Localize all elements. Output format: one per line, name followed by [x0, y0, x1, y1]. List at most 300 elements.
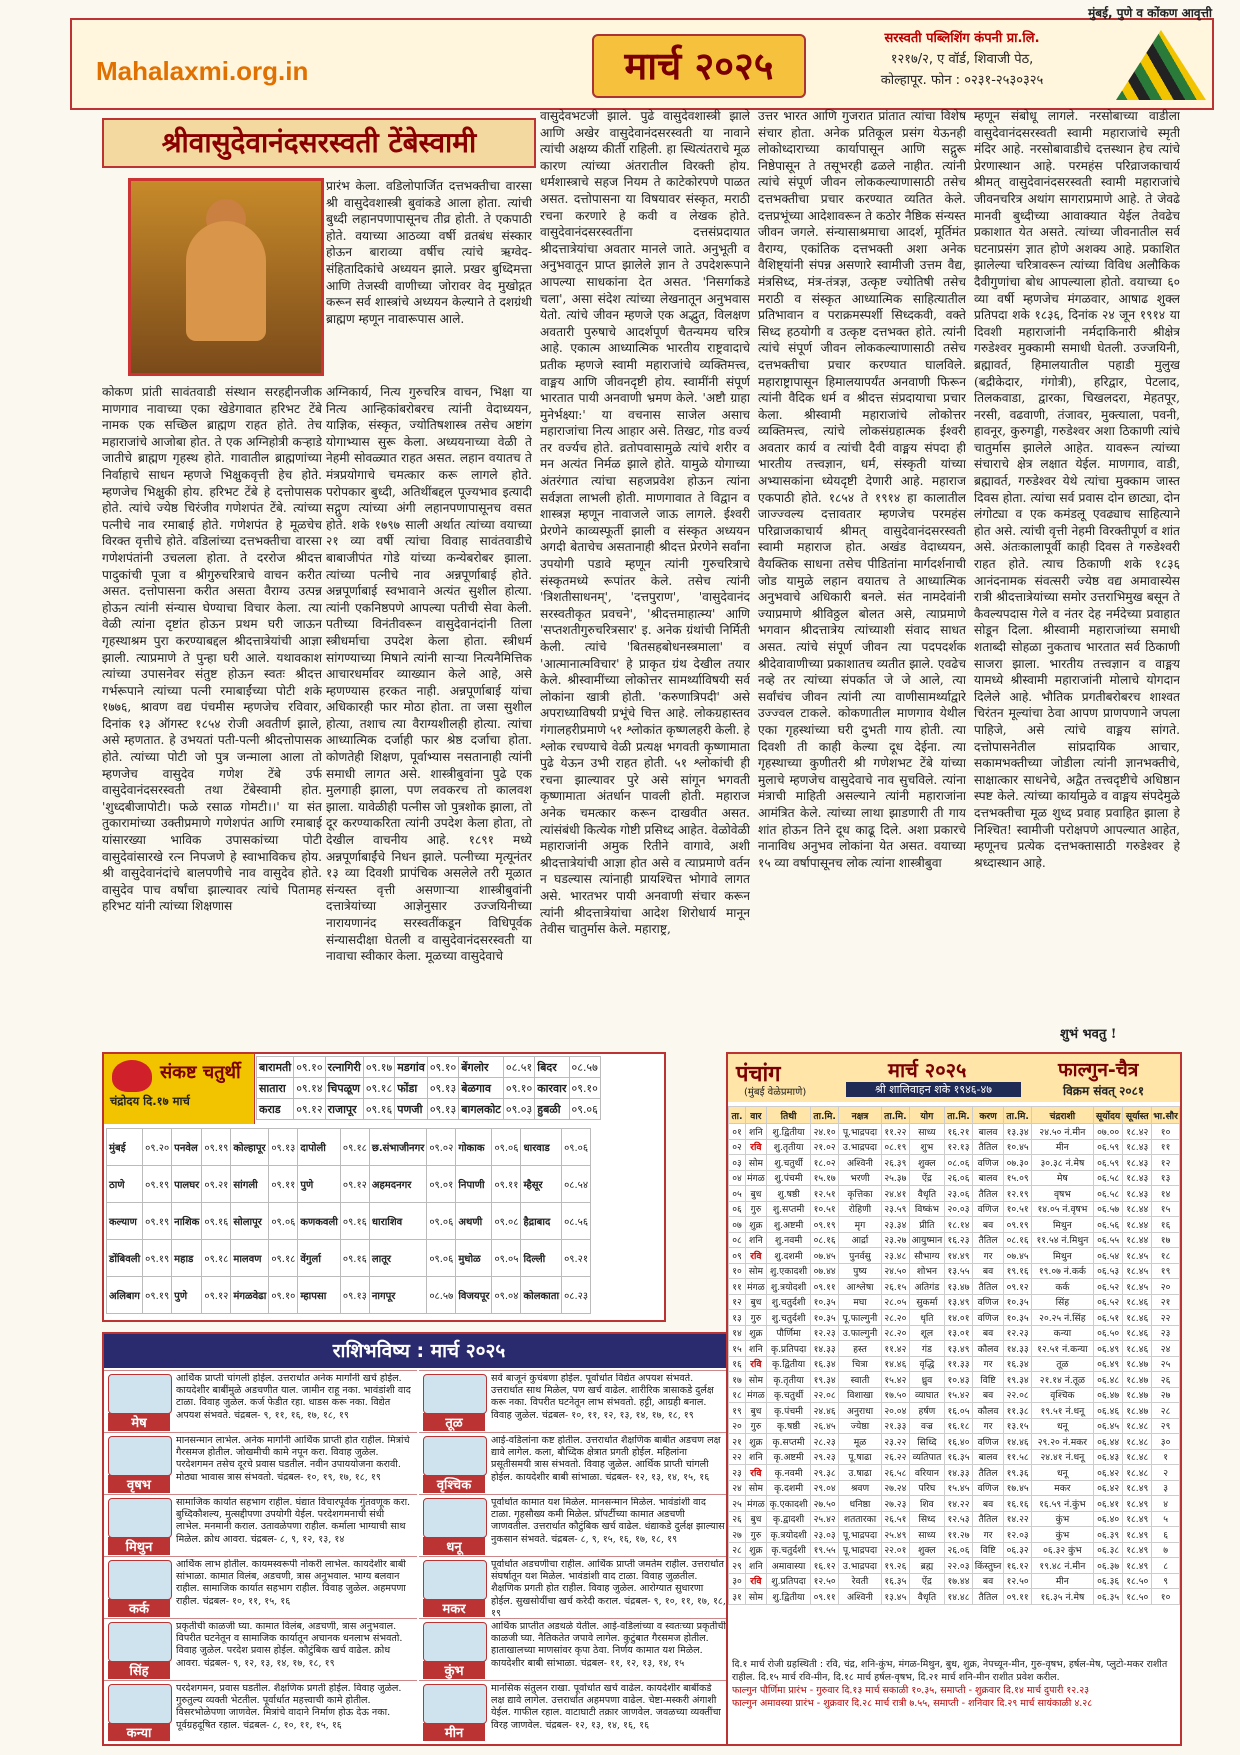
sankasht-city: नागपूर [369, 1277, 426, 1314]
panchang-header [728, 1054, 1180, 1102]
panchang-row [729, 1201, 1180, 1217]
sankasht-top-city: सातारा [257, 1078, 294, 1099]
panchang-cell: २० [729, 1418, 746, 1434]
sankasht-time: ०९.०६ [269, 1203, 298, 1240]
sankasht-top-time: ०९.०६ [569, 1099, 600, 1120]
region-label: मुंबई, पुणे व कोंकण आवृत्ती [1088, 6, 1212, 20]
panchang-cell: १०.४५ [1004, 1139, 1032, 1155]
panchang-cell: मंगळ [745, 1170, 766, 1186]
rashi-text: सामाजिक कार्यात सहभाग राहील. घंद्यात विचारपूर्वक गुंतवणूक करा. बुध्दिकौशल्य, मुत्सद्दीपणा उपयोगी येईल. परदेशगमनाची संधी लाभेल. मनमानी कराल. उतावळेपणा राहील. कर्माला भाग्याची साथ मिळेल. क्रोध आवरा. चंद्रबल- ८, ९, १२, १३, १४ [176, 1497, 411, 1545]
panchang-cell: गुरु [745, 1310, 766, 1326]
panchang-cell: ०६.५४ [1093, 1248, 1122, 1264]
panchang-cell: १८.४६ [1123, 1310, 1152, 1326]
rashi-name: कुंभ [423, 1661, 485, 1679]
panchang-row [729, 1263, 1180, 1279]
panchang-cell: हर्षण [909, 1403, 945, 1419]
panchang-cell: वणिज [972, 1310, 1004, 1326]
panchang-cell: गर [972, 1418, 1004, 1434]
panchang-cell: १८.४७ [1123, 1403, 1152, 1419]
panchang-cell: वणिज [972, 1155, 1004, 1171]
rashi-text: प्रकृतीची काळजी घ्या. कामात विलंब, अडचणी, त्रास अनुभवाल. विपरीत घटनेतून व सामाजिक कार्यातून अचानक धनलाभ संभवतो. विवाह जुळेल. परदेश प्रवास होईल. कौटुंबिक खर्च वाढेल. क्रोध आवरा. चंद्रबल- ९, १२, १३, १४, १७, १८, १९ [176, 1621, 403, 1669]
panchang-cell: शनि [745, 1341, 766, 1357]
panchang-cell: २८.२३ [811, 1434, 839, 1450]
panchang-cell: १२.५० [811, 1573, 839, 1589]
panchang-cell: १०.३५ [811, 1310, 839, 1326]
panchang-cell: गुरु [745, 1527, 766, 1543]
panchang-cell: शु.दशमी [766, 1248, 811, 1264]
panchang-cell: १८.४९ [1123, 1527, 1152, 1543]
panchang-cell: वणिज [972, 1434, 1004, 1450]
sankasht-top-time: ०९.१० [569, 1078, 600, 1099]
panchang-cell: ०६.५६ [1093, 1217, 1122, 1233]
panchang-cell: शुक्ल [909, 1542, 945, 1558]
panchang-col-header: भा.सौर [1152, 1107, 1180, 1124]
panchang-cell: व्यतिपात [909, 1449, 945, 1465]
panchang-cell: १६ [1152, 1217, 1180, 1233]
panchang-cell: २४.१० [811, 1124, 839, 1140]
panchang-cell: २६.४५ [811, 1418, 839, 1434]
panchang-cell: २ [1152, 1465, 1180, 1481]
zodiac-icon [108, 1498, 172, 1538]
panchang-cell: कृ.द्वितीया [766, 1356, 811, 1372]
panchang-cell: २७.२३ [882, 1496, 910, 1512]
sankasht-top-row [257, 1099, 601, 1120]
panchang-cell: १४.३३ [945, 1465, 973, 1481]
panchang-cell: १०.५१ [1004, 1201, 1032, 1217]
panchang-cell: २२ [1152, 1310, 1180, 1326]
panchang-cell: १२.०३ [1004, 1527, 1032, 1543]
sankasht-top-time: ०९.१३ [427, 1099, 458, 1120]
panchang-row [729, 1325, 1180, 1341]
sankasht-time: ०९.११ [492, 1166, 521, 1203]
panchang-cell: मकर [1031, 1480, 1093, 1496]
panchang-table [728, 1106, 1180, 1605]
panchang-cell: १८.४६ [1123, 1341, 1152, 1357]
sankasht-city: गोकाक [456, 1129, 492, 1166]
panchang-cell: गर [972, 1248, 1004, 1264]
panchang-cell: शु.नवमी [766, 1232, 811, 1248]
sankasht-city: सांगली [231, 1166, 269, 1203]
panchang-cell: तैतिल [972, 1465, 1004, 1481]
panchang-cell: ११.२२ [882, 1124, 910, 1140]
sankasht-top-city: कराड [257, 1099, 294, 1120]
panchang-cell: शु.एकादशी [766, 1263, 811, 1279]
panchang-cell: ज्येष्ठा [838, 1418, 881, 1434]
sankasht-time: ०९.१३ [340, 1277, 369, 1314]
panchang-cell: ११.२७ [945, 1527, 973, 1543]
panchang-cell: १३.१५ [1004, 1418, 1032, 1434]
panchang-cell: २४.५० नं.मीन [1031, 1124, 1093, 1140]
panchang-cell: १८.४२ [1123, 1124, 1152, 1140]
panchang-cell: ०६.४९ [1093, 1356, 1122, 1372]
panchang-cell: ०९.१९ [1004, 1217, 1032, 1233]
rashi-text: मानसन्मान लाभेल. अनेक मार्गांनी आर्थिक प्राप्ती होत राहील. मित्रांचे गैरसमज होतील. जोखमीची कामे नपून करा. विवाह जुळेल. परदेशगमन तसेच दूरचे प्रवास घडतील. नवीन उपाययोजना करावी. मोठ्या भावास त्रास संभवतो. चंद्रबल- १०, १९, १७, १८, १९ [176, 1435, 410, 1483]
panchang-cell: १८.४९ [1123, 1558, 1152, 1574]
panchang-lunar: फाल्गुन-चैत्र [1058, 1059, 1139, 1081]
panchang-cell: ०६.३२ कुंभ [1031, 1542, 1093, 1558]
panchang-cell: १८.४३ [1123, 1139, 1152, 1155]
panchang-cell: ०६.५९ [1093, 1155, 1122, 1171]
panchang-cell: २४.४६ [811, 1403, 839, 1419]
panchang-cell: २४ [729, 1480, 746, 1496]
panchang-cell: १६.२१ [945, 1124, 973, 1140]
panchang-cell: १०.४३ [945, 1372, 973, 1388]
panchang-cell: २४.४१ [882, 1186, 910, 1202]
sankasht-time: ०९.१६ [340, 1203, 369, 1240]
sankasht-city: मालवण [231, 1240, 269, 1277]
header [70, 6, 1214, 110]
sankasht-city: महाड [172, 1240, 202, 1277]
rashi-6 [104, 1680, 417, 1743]
panchang-cell: १३.५५ [945, 1263, 973, 1279]
panchang-cell: १७.४५ [1004, 1480, 1032, 1496]
panchang-cell: १३.०१ [945, 1325, 973, 1341]
panchang-cell: १८.४४ [1123, 1217, 1152, 1233]
panchang-cell: तैतिल [972, 1186, 1004, 1202]
panchang-row [729, 1186, 1180, 1202]
panchang-cell: ०९.११ [811, 1589, 839, 1605]
panchang-cell: १२.५१ नं.कन्या [1031, 1341, 1093, 1357]
panchang-cell: सिध्द [909, 1511, 945, 1527]
sankasht-city: कोलकाता [521, 1277, 562, 1314]
panchang-cell: १८.५० [1123, 1589, 1152, 1605]
panchang-cell: रवि [745, 1465, 766, 1481]
panchang-samvat: विक्रम संवत् २०८१ [1063, 1084, 1145, 1098]
panchang-cell: वैधृति [909, 1589, 945, 1605]
panchang-cell: ०२ [729, 1139, 746, 1155]
panchang-cell: बुध [745, 1186, 766, 1202]
panchang-cell: अनुराधा [838, 1403, 881, 1419]
panchang-cell: ०३ [729, 1155, 746, 1171]
panchang-cell: बव [972, 1573, 1004, 1589]
panchang-cell: श्रवण [838, 1480, 881, 1496]
panchang-cell: ०६.४४ [1093, 1434, 1122, 1450]
panchang-row [729, 1496, 1180, 1512]
panchang-cell: ०६.५७ [1093, 1201, 1122, 1217]
panchang-cell: ०६.४१ [1093, 1496, 1122, 1512]
sankasht-time: ०९.१० [269, 1277, 298, 1314]
panchang-cell: सिंह [1031, 1294, 1093, 1310]
panchang-cell: बव [972, 1217, 1004, 1233]
panchang-cell: मिथुन [1031, 1248, 1093, 1264]
panchang-cell: शोभन [909, 1263, 945, 1279]
panchang-cell: २५.३७ [882, 1170, 910, 1186]
sankasht-row [107, 1277, 591, 1314]
panchang-cell: मंगळ [745, 1279, 766, 1295]
panchang-cell: १८.४८ [1123, 1449, 1152, 1465]
panchang-cell: विष्टि [972, 1372, 1004, 1388]
panchang-cell: बव [972, 1496, 1004, 1512]
panchang-cell: ०६.५३ [1093, 1263, 1122, 1279]
panchang-cell: ०९ [729, 1248, 746, 1264]
panchang-cell: शु.चतुर्दशी [766, 1310, 811, 1326]
panchang-cell: वज्र [909, 1418, 945, 1434]
panchang-cell: १८.४९ [1123, 1511, 1152, 1527]
sankasht-top-city: मडगांव [395, 1057, 428, 1078]
panchang-cell: शु.अष्टमी [766, 1217, 811, 1233]
panchang-cell: १०.३५ [811, 1294, 839, 1310]
panchang-cell: २९.२३ [811, 1449, 839, 1465]
panchang-cell: बव [972, 1263, 1004, 1279]
panchang-cell: २५.४९ [882, 1527, 910, 1543]
panchang-cell: २५.४२ [811, 1511, 839, 1527]
sankasht-city: वेंगुर्ला [298, 1240, 341, 1277]
panchang-row [729, 1527, 1180, 1543]
month-title: मार्च २०२५ [592, 34, 806, 98]
panchang-cell: २९.२० नं.मकर [1031, 1434, 1093, 1450]
panchang-cell: ०६.३८ [1093, 1542, 1122, 1558]
sankasht-time: ०९.०६ [562, 1129, 591, 1166]
panchang-cell: १२.२३ [1004, 1325, 1032, 1341]
zodiac-icon [423, 1436, 487, 1476]
panchang-cell: १९.५१ नं.धनू [1031, 1403, 1093, 1419]
panchang-cell: अश्विनी [838, 1155, 881, 1171]
panchang-cell: ०६.५९ [1093, 1139, 1122, 1155]
panchang-cell: २६.०६ [945, 1170, 973, 1186]
sankasht-time: ०९.१८ [269, 1240, 298, 1277]
sankasht-top-city: बेंगलोर [459, 1057, 504, 1078]
rashi-3 [104, 1494, 417, 1557]
panchang-cell: १४ [1152, 1186, 1180, 1202]
panchang-row [729, 1434, 1180, 1450]
panchang-cell: १३.३४ [1004, 1124, 1032, 1140]
article-col1-top: प्रारंभ केला. वडिलोपार्जित दत्तभक्तीचा वारसा श्री वासुदेवशास्त्री बुवांकडे आला होता. त्यांची बुध्दी लहानपणापासूनच तीव्र होती. ते एकपाठी होते. वयाच्या आठव्या वर्षी व्रतबंध संस्कार होऊन बाराव्या वर्षीच त्यांचे ऋग्वेद-संहितादिकांचे अध्ययन झाले. प्रखर बुध्दिमत्ता आणि तेजस्वी वाणीच्या जोरावर वेद मुखोद्गत करून सर्व शास्त्रांचे अध्ययन केल्याने ते दशग्रंथी ब्राह्मण म्हणून नावारूपास आले. [326, 179, 532, 326]
panchang-cell: ०४ [729, 1170, 746, 1186]
sankasht-top-time: ०८.५१ [503, 1057, 534, 1078]
panchang-panel [726, 1052, 1182, 1746]
panchang-cell: २९ [729, 1558, 746, 1574]
panchang-cell: तैतिल [972, 1589, 1004, 1605]
panchang-cell: १४.४९ [945, 1248, 973, 1264]
article-title: श्रीवासुदेवानंदसरस्वती टेंबेस्वामी [102, 118, 536, 168]
sankasht-top-city: राजापूर [325, 1099, 363, 1120]
sankasht-time: ०८.२३ [562, 1277, 591, 1314]
panchang-cell: ९ [1152, 1573, 1180, 1589]
panchang-col-header: सूर्यास्त [1123, 1107, 1152, 1124]
panchang-cell: ०६.३९ [1093, 1527, 1122, 1543]
panchang-cell: २६.३९ [882, 1155, 910, 1171]
panchang-cell: कुंभ [1031, 1527, 1093, 1543]
panchang-cell: वणिज [972, 1480, 1004, 1496]
rashi-name: मीन [423, 1723, 485, 1741]
sankasht-city: हैद्राबाद [521, 1203, 562, 1240]
panchang-cell: धनिष्ठा [838, 1496, 881, 1512]
panchang-cell: १८.१४ [945, 1217, 973, 1233]
panchang-cell: उ.षाढा [838, 1465, 881, 1481]
sankasht-top-time: ०९.१२ [294, 1099, 325, 1120]
panchang-cell: १७.५० [882, 1387, 910, 1403]
panchang-cell: २६.५८ [882, 1465, 910, 1481]
panchang-cell: शुक्र [745, 1542, 766, 1558]
panchang-cell: कृ.षष्ठी [766, 1418, 811, 1434]
panchang-cell: १८.४८ [1123, 1465, 1152, 1481]
panchang-cell: मंगळ [745, 1387, 766, 1403]
panchang-cell: ०६.४३ [1093, 1449, 1122, 1465]
panchang-cell: ०८.१९ [882, 1139, 910, 1155]
sankasht-top-time: ०९.१० [503, 1078, 534, 1099]
panchang-cell: २३.४८ [882, 1248, 910, 1264]
panchang-cell: शुभ [909, 1139, 945, 1155]
panchang-row [729, 1449, 1180, 1465]
panchang-cell: विशाखा [838, 1387, 881, 1403]
panchang-col-header: नक्षत्र [838, 1107, 881, 1124]
panchang-cell: २६ [1152, 1372, 1180, 1388]
panchang-cell: २८.२० [882, 1325, 910, 1341]
panchang-cell: अतिगंड [909, 1279, 945, 1295]
panchang-cell: आर्द्रा [838, 1232, 881, 1248]
panchang-cell: १३ [1152, 1170, 1180, 1186]
panchang-cell: वृश्चिक [1031, 1387, 1093, 1403]
panchang-cell: ११.५४ नं.मिथुन [1031, 1232, 1093, 1248]
sankasht-top-time: ०९.१० [294, 1057, 325, 1078]
panchang-cell: पौर्णिमा [766, 1325, 811, 1341]
panchang-cell: बव [972, 1325, 1004, 1341]
logo-triangle-icon [1116, 30, 1206, 100]
panchang-cell: शु.सप्तमी [766, 1201, 811, 1217]
sankasht-title: संकष्ट चतुर्थी [160, 1062, 241, 1083]
sankasht-city: अथणी [456, 1203, 492, 1240]
panchang-cell: १८.४७ [1123, 1372, 1152, 1388]
panchang-cell: ०७.४५ [1004, 1248, 1032, 1264]
panchang-cell: १९.३४ [811, 1372, 839, 1388]
sankasht-panel [102, 1052, 666, 1322]
sankasht-city: पालघर [172, 1166, 202, 1203]
panchang-cell: सुकर्मा [909, 1294, 945, 1310]
panchang-cell: १५.४५ [945, 1480, 973, 1496]
sankasht-city: मुंबई [107, 1129, 143, 1166]
panchang-cell: शु.द्वितीया [766, 1124, 811, 1140]
sankasht-city: मंगळवेढा [231, 1277, 269, 1314]
panchang-cell: १६.३५ नं.मेष [1031, 1589, 1093, 1605]
panchang-cell: उ.भाद्रपदा [838, 1139, 881, 1155]
sankasht-time: ०९.०६ [427, 1203, 456, 1240]
saint-photo [128, 178, 324, 376]
panchang-cell: ०६.५० [1093, 1325, 1122, 1341]
article-col4: म्हणून संबोधू लागले. नरसोबाच्या वाडीला वासुदेवानंदसरस्वती स्वामी महाराजांचे स्मृती मंदिर आहे. नरसोबावाडीचे दत्तस्थान हेच त्यांचे प्रेरणास्थान आहे. परमहंस परिव्राजकाचार्य श्रीमत् वासुदेवानंदसरस्वती स्वामी महाराजांचे जीवनचरित्र अथांग सागराप्रमाणे आहे. ते जेवढे मानवी बुध्दीच्या आवाक्यात येईल तेवढेच प्रकाशात येत असते. त्यांच्या जीवनातील सर्व घटनाप्रसंग ज्ञात होणे अशक्य आहे. प्रकाशित झालेल्या चरित्रावरून त्यांच्या विविध अलौकिक दैवीगुणांचा बोध आपल्याला होतो. वयाच्या ६० व्या वर्षी म्हणजेच मंगळवार, आषाढ शुक्ल प्रतिपदा शके १८३६, दिनांक २४ जून १९१४ या दिवशी महाराजांनी नर्मदाकिनारी श्रीक्षेत्र गरुडेश्वर मुक्कामी समाधी घेतली. उज्जयिनी, ब्रह्मावर्त, हिमालयातील पहाडी मुलुख (बद्रीकेदार, गंगोत्री), हरिद्वार, पेटलाद, तिलकवाडा, द्वारका, चिखलदरा, मेहतपूर, नरसी, वढवाणी, तंजावर, मुक्त्याला, पवनी, हावनूर, कुरुगड्डी, गरुडेश्वर अशा ठिकाणी त्यांचे चातुर्मास झालेले आहेत. यावरून त्यांच्या संचाराचे क्षेत्र लक्षात येईल. माणगाव, वाडी, ब्रह्मावर्त, गरुडेश्वर येथे त्यांचा मुक्काम जास्त दिवस होता. त्यांचा सर्व प्रवास दोन छाट्या, दोन लंगोट्या व एक कमंडलू एवढ्याच साहित्याने होत असे. त्यांची वृत्ती नेहमी विरक्तीपूर्ण व शांत असे. अंतःकालापूर्वी काही दिवस ते गरुडेश्वरी राहत होते. त्याच ठिकाणी शके १८३६ आनंदनामक संवत्सरी ज्येष्ठ वद्य अमावास्येस रात्री श्रीदत्तात्रेयांच्या समोर उत्तराभिमुख बसून ते कैवल्यपदास गेले व नंतर देह नर्मदेच्या प्रवाहात सोडून दिला. श्रीस्वामी महाराजांच्या समाधी शताब्दी सोहळा नुकताच भारतात सर्व ठिकाणी साजरा झाला. भारतीय तत्त्वज्ञान व वाङ्मय यामध्ये श्रीस्वामी महाराजांनी मोलाचे योगदान दिलेले आहे. भौतिक प्रगतीबरोबरच शाश्वत चिरंतन मूल्यांचा ठेवा आपण प्राणपणाने जपला पाहिजे, असे त्यांचे वाङ्मय सांगते. दत्तोपासनेतील सांप्रदायिक आचार, सकामभक्तीच्या जोडीला त्यांनी ज्ञानभक्तीचे, साक्षात्कार साधनेचे, अद्वैत तत्त्वदृष्टीचे अधिष्ठान स्पष्ट केले. त्यांच्या कार्यामुळे व वाङ्मय संपदेमुळे दत्तभक्तीचा मूळ शुध्द प्रवाह प्रवाहित झाला हे निश्चित! स्वामीजी परोक्षपणे आपल्यात आहेत, म्हणूनच प्रत्येक दत्तभक्तासाठी गरुडेश्वर हे श्रध्दास्थान आहे. [974, 109, 1180, 870]
panchang-col-header: सूर्योदय [1093, 1107, 1122, 1124]
panchang-cell: रवि [745, 1248, 766, 1264]
panchang-cell: तैतिल [972, 1511, 1004, 1527]
panchang-cell: २१.३३ [882, 1418, 910, 1434]
sankasht-time: ०९.२१ [562, 1240, 591, 1277]
sankasht-top-row [257, 1078, 601, 1099]
panchang-cell: १६.१२ [1004, 1558, 1032, 1574]
panchang-cell: १६.३४ [1004, 1356, 1032, 1372]
panchang-cell: ३१ [729, 1589, 746, 1605]
panchang-cell: कृ.प्रतिपदा [766, 1341, 811, 1357]
panchang-cell: १० [729, 1263, 746, 1279]
panchang-cell: १ [1152, 1449, 1180, 1465]
sankasht-time: ०९.०४ [492, 1277, 521, 1314]
panchang-cell: शनि [745, 1558, 766, 1574]
sankasht-top-time: ०९.१० [427, 1057, 458, 1078]
panchang-cell: शु.तृतीया [766, 1139, 811, 1155]
panchang-cell: अमावास्या [766, 1558, 811, 1574]
panchang-col-header: ता.मि. [945, 1107, 973, 1124]
rashi-text: मानसिक संतुलन राखा. पूर्वार्धात खर्च वाढेल. कायदेशीर बाबींकडे लक्ष द्यावे लागेल. उत्तरार्धात अहमपणा वाढेल. चेष्टा-मस्करी अंगाशी येईल. गाफील रहाल. वाटाघाटी तक्रार जाणवेल. जवळच्या व्यक्तींचा विरह जाणवेल. चंद्रबल- १२, १३, १४, १६, १६ [491, 1683, 721, 1731]
sankasht-top-city: हुबळी [535, 1099, 569, 1120]
panchang-cell: १५ [729, 1341, 746, 1357]
panchang-cell: २३ [729, 1465, 746, 1481]
sankasht-time: ०९.१८ [202, 1240, 231, 1277]
panchang-cell: साध्य [909, 1527, 945, 1543]
panchang-cell: रोहिणी [838, 1201, 881, 1217]
panchang-cell: आश्लेषा [838, 1279, 881, 1295]
panchang-cell: १२ [729, 1294, 746, 1310]
panchang-cell: १० [1152, 1124, 1180, 1140]
article-closing: शुभं भवतु ! [1060, 1027, 1117, 1042]
panchang-cell: ०६.५२ [1093, 1279, 1122, 1295]
sankasht-top-city: कारवार [535, 1078, 569, 1099]
panchang-cell: ऐंद्र [909, 1573, 945, 1589]
panchang-cell: २६.२२ [882, 1449, 910, 1465]
rashi-9 [419, 1494, 732, 1557]
panchang-row [729, 1232, 1180, 1248]
panchang-cell: २३.३४ [882, 1217, 910, 1233]
sankasht-top-time: ०८.५७ [569, 1057, 600, 1078]
sankasht-city: दापोली [298, 1129, 341, 1166]
panchang-cell: २१ [1152, 1294, 1180, 1310]
panchang-cell: ०९.१२ [1004, 1279, 1032, 1295]
panchang-cell: १६.१२ [811, 1558, 839, 1574]
panchang-cell: ०८.१६ [1004, 1232, 1032, 1248]
rashi-4 [104, 1556, 417, 1619]
panchang-cell: १०.३५ [1004, 1310, 1032, 1326]
panchang-cell: शु.द्वितीया [766, 1589, 811, 1605]
panchang-cell: धृति [909, 1310, 945, 1326]
panchang-cell: १८.४४ [1123, 1201, 1152, 1217]
panchang-cell: शूल [909, 1325, 945, 1341]
panchang-cell: ०६.४८ [1093, 1372, 1122, 1388]
panchang-cell: वरियान [909, 1465, 945, 1481]
rashi-name: सिंह [108, 1661, 170, 1679]
panchang-cell: १९.०७ नं.कर्क [1031, 1263, 1093, 1279]
panchang-cell: १२.२३ [811, 1325, 839, 1341]
panchang-cell: परिघ [909, 1480, 945, 1496]
sankasht-city: पुणे [298, 1166, 341, 1203]
panchang-footer [732, 1658, 1176, 1710]
sankasht-city: छ.संभाजीनगर [369, 1129, 426, 1166]
panchang-cell: १८.४८ [1123, 1434, 1152, 1450]
panchang-cell: १६.०५ [945, 1403, 973, 1419]
article-col3: उत्तर भारत आणि गुजरात प्रांतात त्यांचा विशेष संचार होता. अनेक प्रतिकूल प्रसंग येऊनही लोकोध्दाराच्या कार्यापासून आणि सद्गुरू निष्ठेपासून ते तसूभरही ढळले नाहीत. त्यांनी त्यांचे संपूर्ण जीवन लोककल्याणासाठी तसेच दत्तभक्तीचा प्रचार करण्यात व्यतित केले. दत्तप्रभूंच्या आदेशावरून ते कठोर नैष्ठिक संन्यस्त जीवन जगले. संन्यासाश्रमाचा आदर्श, मूर्तिमंत वैराग्य, एकांतिक दत्तभक्ती अशा अनेक वैशिष्ट्यांनी संपन्न असणारे स्वामीजी उत्तम वैद्य, मंत्रसिध्द, मंत्र-तंत्रज्ञ, उत्कृष्ट ज्योतिषी तसेच मराठी व संस्कृत आध्यात्मिक साहित्यातील प्रतिभावान व पराक्रमस्पर्शी सिध्दकवी, वक्ते सिध्द हठयोगी व उत्कृष्ट दत्तभक्त होते. त्यांनी त्यांचे संपूर्ण जीवन लोककल्याणासाठी तसेच दत्तभक्तीचा प्रचार करण्यात घालविले. महाराष्ट्रापासून हिमालयापर्यंत अनवाणी फिरून त्यांनी वैदिक धर्म व श्रीदत्त संप्रदायाचा प्रचार केला. श्रीस्वामी महाराजांचे लोकोत्तर व्यक्तिमत्त्व, त्यांचे लोकसंग्रहात्मक ईश्वरी अवतार कार्य व त्यांची दैवी वाङ्मय संपदा ही भारतीय तत्त्वज्ञान, धर्म, संस्कृती यांच्या अभ्यासकांना ध्येयदृष्टी देणारी आहे. महाराज एकपाठी होते. १८५४ ते १९१४ हा कालातील जाज्ज्वल्य दत्तावतार म्हणजेच परमहंस परिव्राजकाचार्य श्रीमत् वासुदेवानंदसरस्वती स्वामी महाराज होत. अखंड वेदाध्ययन, वैयक्तिक साधना तसेच पीडितांना मार्गदर्शनाची जोड यामुळे लहान वयातच ते आध्यात्मिक अनुभवाचे अधिकारी बनले. संत नामदेवांनी ज्याप्रमाणे श्रीविठ्ठल बोलत असे, त्याप्रमाणे भगवान श्रीदत्तात्रेय त्यांच्याशी संवाद साधत असत. त्यांचे संपूर्ण जीवन त्या पदपदर्शक श्रीदेवावाणीच्या प्रकाशातच व्यतीत झाले. एवढेच नव्हे तर त्यांच्या संपर्कात जे जे आले, त्या सर्वांचंच जीवन त्यांनी त्या वाणीसामर्थ्याद्वारे उज्ज्वल टाकले. कोकणातील माणगाव येथील एका गृहस्थांच्या घरी दुभती गाय होती. त्या दिवशी ती काही केल्या दूध देईना. त्या गृहस्थाच्या कुणीतरी श्री गणेशभट टेंबे यांच्या मुलाचे म्हणजेच वासुदेवाचे नाव सुचविले. त्यांना मंत्राची माहिती असल्याने त्यांनी महाराजांना आमंत्रित केले. त्यांच्या लाथा झाडणारी ती गाय शांत होऊन तिने दूध काढू दिले. अशा प्रकारचे नानाविध अनुभव लोकांना येत असत. वयाच्या १५ व्या वर्षापासूनच लोक त्यांना शास्त्रीबुवा [758, 109, 966, 870]
panchang-row [729, 1542, 1180, 1558]
panchang-cell: तैतिल [972, 1279, 1004, 1295]
panchang-cell: कृ.अष्टमी [766, 1449, 811, 1465]
panchang-cell: २०.०४ [882, 1403, 910, 1419]
panchang-cell: ०६.३५ [1093, 1589, 1122, 1605]
sankasht-time: ०९.१८ [340, 1129, 369, 1166]
site-name[interactable]: Mahalaxmi.org.in [96, 56, 309, 86]
panchang-cell: शु.चतुर्दशी [766, 1294, 811, 1310]
panchang-cell: सोम [745, 1155, 766, 1171]
panchang-cell: ०६.३६ [1093, 1573, 1122, 1589]
panchang-cell: १२.५० [1004, 1573, 1032, 1589]
panchang-cell: १३.४९ [945, 1294, 973, 1310]
panchang-cell: १८.४९ [1123, 1480, 1152, 1496]
panchang-cell: २६.१५ [882, 1279, 910, 1295]
panchang-cell: २७.२४ [882, 1480, 910, 1496]
panchang-cell: ३० [729, 1573, 746, 1589]
panchang-cell: १६.५९ नं.कुंभ [1031, 1496, 1093, 1512]
panchang-cell: शु.चतुर्थी [766, 1155, 811, 1171]
panchang-cell: पू.फाल्गुनी [838, 1310, 881, 1326]
panchang-cell: शततारका [838, 1511, 881, 1527]
sankasht-city: म्हैसूर [521, 1166, 562, 1203]
sankasht-time: ०९.०२ [427, 1129, 456, 1166]
panchang-cell: २३ [1152, 1325, 1180, 1341]
panchang-cell: १९.२६ [882, 1558, 910, 1574]
